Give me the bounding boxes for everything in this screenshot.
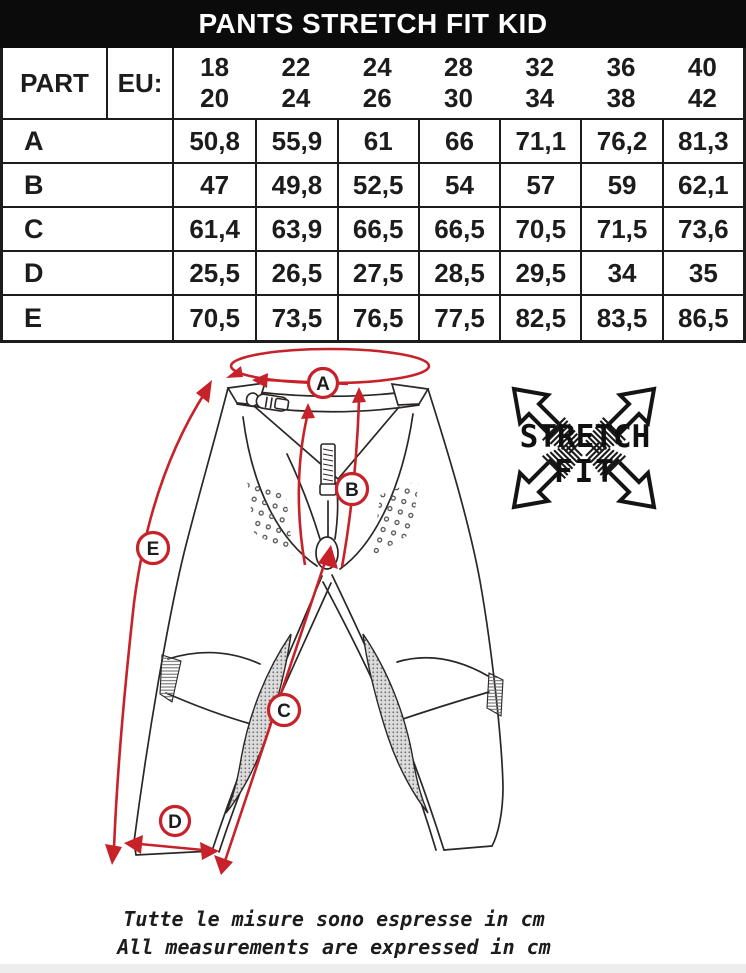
size-columns [174,48,743,118]
table-row-d: D 25,5 26,5 27,5 28,5 29,5 34 35 [3,252,743,296]
size-col-6: 36 38 [606,52,636,113]
right-outer-seam [428,389,503,846]
svg-text:E: E [146,539,160,560]
page-title: PANTS STRETCH FIT KID [198,8,548,39]
svg-text:A: A [316,374,330,395]
size-col-2: 22 24 [281,52,311,113]
row-label: A [3,120,174,162]
table-row-e: E 70,5 73,5 76,5 77,5 82,5 83,5 86,5 [3,296,743,340]
left-outer-seam [134,388,228,842]
note-english: All measurements are expressed in cm [117,935,551,959]
eu-column-header: EU: [108,48,174,118]
bottom-strip [0,964,746,973]
measurement-diagram [0,343,746,973]
stretch-fit-logo [514,389,654,507]
svg-text:B: B [345,480,359,501]
row-label: E [3,296,174,340]
table-row-a: A 50,8 55,9 61 66 71,1 76,2 81,3 [3,120,743,164]
side-stretch-right [487,673,503,716]
size-col-7: 40 42 [687,52,717,113]
mesh-panel-right [363,634,428,813]
size-col-1: 18 20 [200,52,230,113]
measure-e-line [114,391,206,848]
title-bar [0,0,746,48]
side-stretch-left [160,655,181,702]
size-col-3: 24 26 [362,52,392,113]
badge-d [161,807,190,836]
note-italian: Tutte le misure sono espresse in cm [123,907,545,931]
badge-c [269,695,300,726]
table-row-b: B 47 49,8 52,5 54 57 59 62,1 [3,164,743,208]
part-column-header: PART [3,48,108,118]
perforation-left [247,480,293,556]
size-table [0,48,746,343]
row-label: C [3,208,174,250]
perforation-right [373,480,419,556]
table-row-c: C 61,4 63,9 66,5 66,5 70,5 71,5 73,6 [3,208,743,252]
badge-e [138,533,169,564]
measure-d-arrow [140,844,203,850]
right-cuff [444,846,492,850]
pants-drawing [134,383,503,855]
row-label: D [3,252,174,294]
zipper [320,444,336,495]
size-col-4: 28 30 [444,52,473,113]
row-label: B [3,164,174,206]
svg-text:C: C [277,701,291,722]
badge-a [309,369,338,398]
table-header-row [3,48,743,120]
waist-tab-right [392,384,428,405]
svg-text:D: D [168,812,182,833]
badge-b [337,474,368,505]
size-col-5: 32 34 [525,52,555,113]
logo-line1: STRETCH [519,419,651,455]
logo-line2: FIT [554,454,616,490]
